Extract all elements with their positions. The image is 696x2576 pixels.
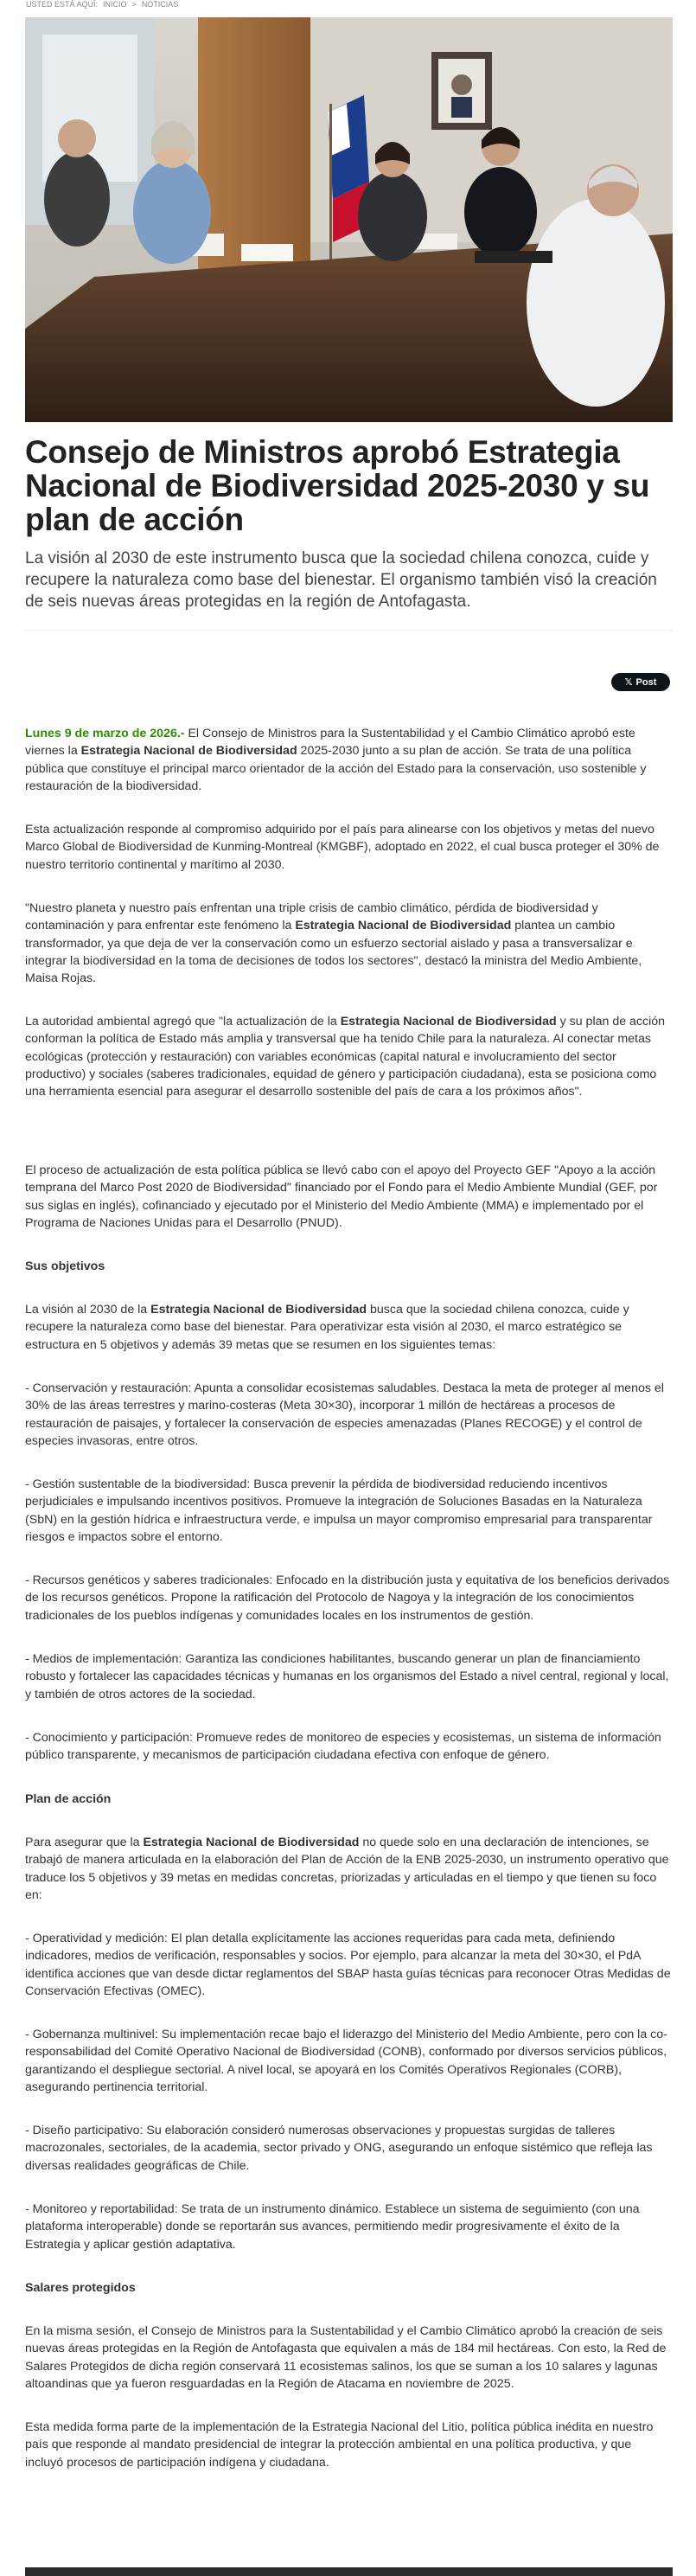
paragraph: Esta medida forma parte de la implementación de la Estrategia Nacional del Litio, política pública inédita en nuestro país que responde al mandato presidencial de integrar la protección ambiental en una política productiva, y que incluyó procesos de participación indígena y ciudadana.	[25, 2420, 654, 2470]
list-item: - Gobernanza multinivel: Su implementación recae bajo el liderazgo del Ministerio del Medio Ambiente, pero con la co-responsabilidad del Comité Operativo Nacional de Biodiversidad (CONB), conformado por diversos servicios públicos, garantizando el despliegue sectorial. A nivel local, se apoyará en los Comités Operativos Regionales (CORB), asegurando pertinencia territorial.	[25, 2028, 667, 2094]
text: El Consejo de Ministros para la Sustentabilidad y el Cambio Climático aprobó este viernes la	[25, 727, 635, 759]
article-lead: La visión al 2030 de este instrumento busca que la sociedad chilena conozca, cuide y recupere la naturaleza como base del bienestar. El organismo también visó la creación de seis nuevas áreas protegidas en la región de Antofagasta.	[25, 549, 657, 611]
text: La autoridad ambiental agregó que "la actualización de la	[25, 1015, 341, 1028]
text: busca que la sociedad chilena conozca, cuide y recupere la naturaleza como base del bienestar. Para operativizar esta visión al 2030, el marco estratégico se estructura en 5 objetivos y además 39 metas que se resumen en los siguientes temas:	[25, 1303, 629, 1352]
paragraph	[25, 1301, 673, 1354]
paragraph: En la misma sesión, el Consejo de Ministros para la Sustentabilidad y el Cambio Climático aprobó la creación de seis nuevas áreas protegidas en la Región de Antofagasta que equivalen a más de 184 mil hectáreas. Con esto, la Red de Salares Protegidos de dicha región conservará 11 ecosistemas salinos, los que se suman a los 10 salares y lagunas altoandinas que ya fueron resguardadas en la Región de Atacama en noviembre de 2025.	[25, 2324, 667, 2391]
text: La visión al 2030 de la	[25, 1303, 151, 1317]
text: y su plan de acción conforman la política de Estado más amplia y transversal que ha tenido Chile para la naturaleza. Al conectar metas ecológicas (protección y restauración) con variables económicas (capital natural e involucramiento del sector productivo) y sociales (saberes tradicionales, equidad de género y participación ciudadana), esta se posiciona como una herramienta esencial para asegurar el desarrollo sostenible del país de cara a los próximos años".	[25, 1015, 666, 1099]
list-item: - Gestión sustentable de la biodiversidad: Busca prevenir la pérdida de biodiversidad reduciendo incentivos perjudiciales e impulsando incentivos positivos. Promueve la integración de Soluciones Basadas en la Naturaleza (SbN) en la gestión hídrica e infraestructura verde, e impulsa un mayor compromiso empresarial para transparentar riesgos e impactos sobre el entorno.	[25, 1477, 653, 1544]
hero-photo-illustration	[25, 17, 673, 422]
breadcrumb-prefix: USTED ESTÁ AQUÍ:	[26, 0, 99, 9]
bottom-image-edge	[25, 2567, 673, 2576]
list-item: - Conocimiento y participación: Promueve redes de monitoreo de especies y ecosistemas, un sistema de información público transparente, y mecanismos de participación ciudadana efectiva con enfoque de género.	[25, 1731, 661, 1763]
strong-text: Estrategia Nacional de Biodiversidad	[150, 1303, 367, 1317]
strong-text: Estrategia Nacional de Biodiversidad	[295, 919, 512, 933]
list-item: - Monitoreo y reportabilidad: Se trata de un instrumento dinámico. Establece un sistema de seguimiento (con una plataforma interoperable) donde se reportarán sus avances, permitiendo medir progresivamente el éxito de la Estrategia y aplicar gestión adaptativa.	[25, 2202, 640, 2252]
strong-text: Estrategia Nacional de Biodiversidad	[143, 1836, 360, 1849]
section-heading-objetivos: Sus objetivos	[25, 1259, 105, 1273]
breadcrumb-separator: >	[131, 0, 137, 9]
list-item: - Diseño participativo: Su elaboración consideró numerosas observaciones y propuestas surgidas de talleres macrozonales, sectoriales, de la academia, sector privado y ONG, asegurando un enfoque sistémico que refleja las diversas realidades geográficas de Chile.	[25, 2124, 653, 2173]
text: no quede solo en una declaración de intenciones, se trabajó de manera articulada en la elaboración del Plan de Acción de la ENB 2025-2030, un instrumento operativo que traduce los 5 objetivos y 39 metas en medidas concretas, priorizadas y articuladas en el tiempo y que tienen su foco en:	[25, 1836, 669, 1902]
paragraph	[25, 725, 673, 795]
breadcrumb	[26, 0, 178, 9]
section-heading-plan: Plan de acción	[25, 1792, 112, 1806]
text: 2025-2030 junto a su plan de acción. Se trata de una política pública que constituye el principal marco orientador de la acción del Estado para la conservación, uso sostenible y restauración de la biodiversidad.	[25, 744, 647, 793]
paragraph: El proceso de actualización de esta política pública se llevó cabo con el apoyo del Proyecto GEF "Apoyo a la acción temprana del Marco Post 2020 de Biodiversidad" financiado por el Fondo para el Medio Ambiente Mundial (GEF, por sus siglas en inglés), cofinanciado y ejecutado por el Ministerio del Medio Ambiente (MMA) e implementado por el Programa de Naciones Unidas para el Desarrollo (PNUD).	[25, 1163, 658, 1230]
list-item: - Recursos genéticos y saberes tradicionales: Enfocado en la distribución justa y equitativa de los beneficios derivados de los recursos genéticos. Propone la ratificación del Protocolo de Nagoya y la integración de los conocimientos tradicionales de los pueblos indígenas y comunidades locales en los instrumentos de gestión.	[25, 1573, 670, 1623]
strong-text: Estrategia Nacional de Biodiversidad	[80, 744, 297, 759]
list-item: - Conservación y restauración: Apunta a consolidar ecosistemas saludables. Destaca la meta de proteger al menos el 30% de las áreas terrestres y marino-costeras (Meta 30×30), incorporar 1 millón de hectáreas a procesos de restauración de paisajes, y fortalecer la conservación de especies amenazadas (Planes RECOGE) y el control de especies invasoras, entre otros.	[25, 1381, 664, 1448]
article-title: Consejo de Ministros aprobó Estrategia Nacional de Biodiversidad 2025-2030 y su plan de acción	[25, 434, 650, 537]
x-icon: 𝕏	[624, 677, 633, 688]
article-date: Lunes 9 de marzo de 2026.-	[25, 727, 185, 740]
list-item: - Medios de implementación: Garantiza las condiciones habilitantes, buscando generar un plan de financiamiento robusto y fortalecer las capacidades técnicas y humanas en los organismos del Estado a nivel central, regional y local, y también de otros actores de la sociedad.	[25, 1652, 669, 1701]
section-heading-salares: Salares protegidos	[25, 2281, 136, 2295]
breadcrumb-home-link[interactable]: INICIO	[103, 0, 127, 9]
x-post-label: Post	[635, 676, 657, 688]
paragraph	[25, 1834, 673, 1904]
list-item: - Operatividad y medición: El plan detalla explícitamente las acciones requeridas para cada meta, definiendo indicadores, medios de verificación, responsables y socios. Por ejemplo, para alcanzar la meta del 30×30, el PdA identifica acciones que van desde dictar reglamentos del SBAP hasta guías técnicas para reconocer Otras Medidas de Conservación Efectivas (OMEC).	[25, 1932, 671, 1998]
text: "Nuestro planeta y nuestro país enfrentan una triple crisis de cambio climático, pérdida de biodiversidad y contaminación y para enfrentar este fenómeno la	[25, 901, 598, 933]
paragraph	[25, 900, 673, 987]
divider	[25, 630, 673, 631]
paragraph	[25, 1013, 673, 1136]
paragraph: Esta actualización responde al compromiso adquirido por el país para alinearse con los objetivos y metas del nuevo Marco Global de Biodiversidad de Kunming-Montreal (KMGBF), adoptado en 2022, el cual busca proteger el 30% de nuestro territorio continental y marítimo al 2030.	[25, 823, 660, 872]
x-post-share-button[interactable]	[611, 673, 670, 691]
breadcrumb-section-link[interactable]: NOTICIAS	[141, 0, 179, 9]
text: plantea un cambio transformador, ya que deja de ver la conservación como un esfuerzo sectorial aislado y pasa a transversalizar e integrar la biodiversidad en la toma de decisiones de todos los sectores", destacó la ministra del Medio Ambiente, Maisa Rojas.	[25, 919, 642, 986]
article-body	[25, 725, 673, 2471]
text: Para asegurar que la	[25, 1836, 144, 1849]
hero-photo	[25, 17, 673, 422]
strong-text: Estrategia Nacional de Biodiversidad	[340, 1015, 557, 1028]
